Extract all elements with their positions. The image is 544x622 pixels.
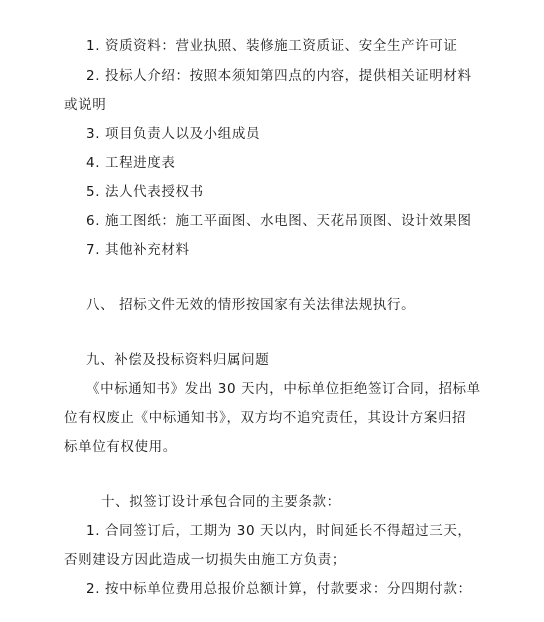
list-item-authorization: 5. 法人代表授权书 <box>86 184 204 200</box>
contract-clause-1: 1. 合同签订后，工期为 30 天以内，时间延长不得超过三天， <box>86 523 472 539</box>
list-item-schedule: 4. 工程进度表 <box>86 155 176 171</box>
list-item-project-lead: 3. 项目负责人以及小组成员 <box>86 126 261 142</box>
list-item-bidder-intro-cont: 或说明 <box>64 97 107 113</box>
list-item-bidder-intro: 2. 投标人介绍：按照本须知第四点的内容，提供相关证明材料 <box>86 68 472 84</box>
contract-clause-1-cont: 否则建设方因此造成一切损失由施工方负责； <box>64 552 346 568</box>
paragraph-line: 标单位有权使用。 <box>64 439 177 455</box>
section-heading-9: 九、补偿及投标资料归属问题 <box>86 352 270 368</box>
section-heading-10: 十、拟签订设计承包合同的主要条款： <box>101 494 341 510</box>
list-item-qualification-docs: 1. 资质资料：营业执照、装修施工资质证、安全生产许可证 <box>86 38 458 54</box>
paragraph-line: 《中标通知书》发出 30 天内，中标单位拒绝签订合同，招标单 <box>86 381 481 397</box>
list-item-drawings: 6. 施工图纸：施工平面图、水电图、天花吊顶图、设计效果图 <box>86 213 472 229</box>
section-heading-8: 八、 招标文件无效的情形按国家有关法律法规执行。 <box>86 297 416 313</box>
contract-clause-2: 2. 按中标单位费用总报价总额计算，付款要求：分四期付款： <box>86 581 472 597</box>
paragraph-line: 位有权废止《中标通知书》，双方均不追究责任，其设计方案归招 <box>64 410 467 426</box>
list-item-other-materials: 7. 其他补充材料 <box>86 242 190 258</box>
